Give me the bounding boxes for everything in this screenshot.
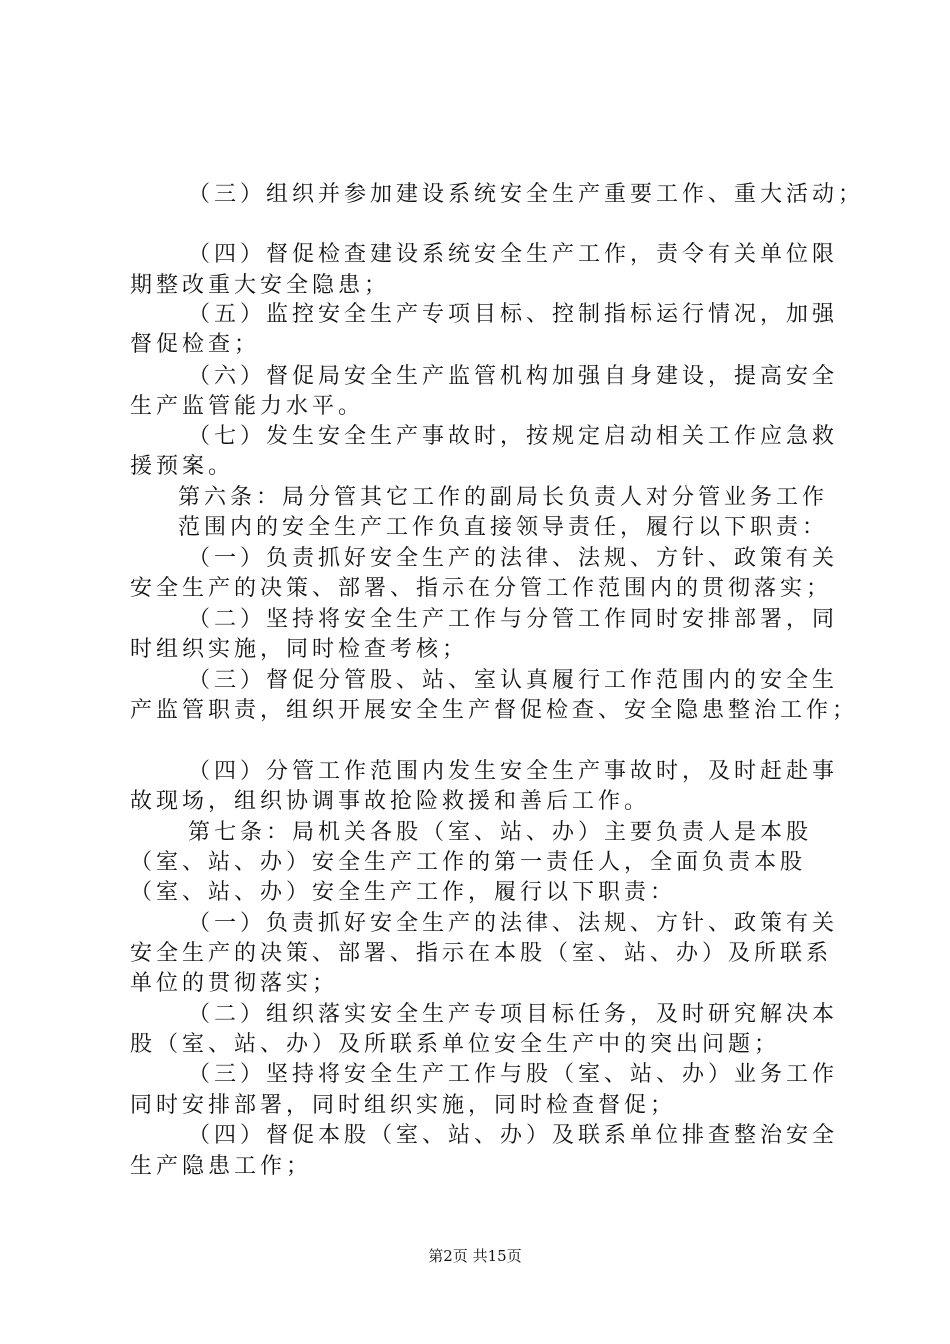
text-line: （三）督促分管股、站、室认真履行工作范围内的安全生 <box>188 668 839 693</box>
text-line: 单位的贯彻落实； <box>130 971 339 996</box>
text-line: （二）组织落实安全生产专项目标任务，及时研究解决本 <box>188 1002 839 1027</box>
text-line: （三）坚持将安全生产工作与股（室、站、办）业务工作 <box>188 1062 839 1087</box>
text-line: （室、站、办）安全生产工作，履行以下职责： <box>130 880 677 905</box>
text-line: 产监管职责，组织开展安全生产督促检查、安全隐患整治工作； <box>130 698 859 723</box>
page-number-footer: 第2页 共15页 <box>428 1247 522 1265</box>
text-line: （一）负责抓好安全生产的法律、法规、方针、政策有关 <box>188 911 839 936</box>
article-heading-line: 第七条：局机关各股（室、站、办）主要负责人是本股 <box>188 820 813 845</box>
article-heading-line: 第六条：局分管其它工作的副局长负责人对分管业务工作 <box>178 485 829 510</box>
text-line: 时组织实施，同时检查考核； <box>130 637 469 662</box>
text-line: 援预案。 <box>130 454 235 479</box>
text-line: 故现场，组织协调事故抢险救援和善后工作。 <box>130 789 651 814</box>
text-line: （二）坚持将安全生产工作与分管工作同时安排部署，同 <box>188 607 839 632</box>
text-line: 范围内的安全生产工作负直接领导责任，履行以下职责： <box>178 515 829 540</box>
text-line: （四）督促检查建设系统安全生产工作，责令有关单位限 <box>188 242 839 267</box>
text-line: 安全生产的决策、部署、指示在本股（室、站、办）及所联系 <box>130 941 833 966</box>
text-line: （四）分管工作范围内发生安全生产事故时，及时赶赴事 <box>188 759 839 784</box>
text-line: （室、站、办）安全生产工作的第一责任人，全面负责本股 <box>130 850 807 875</box>
text-line: （五）监控安全生产专项目标、控制指标运行情况，加强 <box>188 302 839 327</box>
text-line: （七）发生安全生产事故时，按规定启动相关工作应急救 <box>188 424 839 449</box>
text-line: （三）组织并参加建设系统安全生产重要工作、重大活动； <box>188 182 865 207</box>
text-line: （四）督促本股（室、站、办）及联系单位排查整治安全 <box>188 1123 839 1148</box>
text-line: 同时安排部署，同时组织实施，同时检查督促； <box>130 1093 677 1118</box>
text-line: （一）负责抓好安全生产的法律、法规、方针、政策有关 <box>188 546 839 571</box>
text-line: 安全生产的决策、部署、指示在分管工作范围内的贯彻落实； <box>130 576 833 601</box>
text-line: 督促检查； <box>130 332 261 357</box>
text-line: 生产隐患工作； <box>130 1154 313 1179</box>
text-line: 生产监管能力水平。 <box>130 394 365 419</box>
text-line: 期整改重大安全隐患； <box>130 273 391 298</box>
text-line: 股（室、站、办）及所联系单位安全生产中的突出问题； <box>130 1032 781 1057</box>
text-line: （六）督促局安全生产监管机构加强自身建设，提高安全 <box>188 364 839 389</box>
